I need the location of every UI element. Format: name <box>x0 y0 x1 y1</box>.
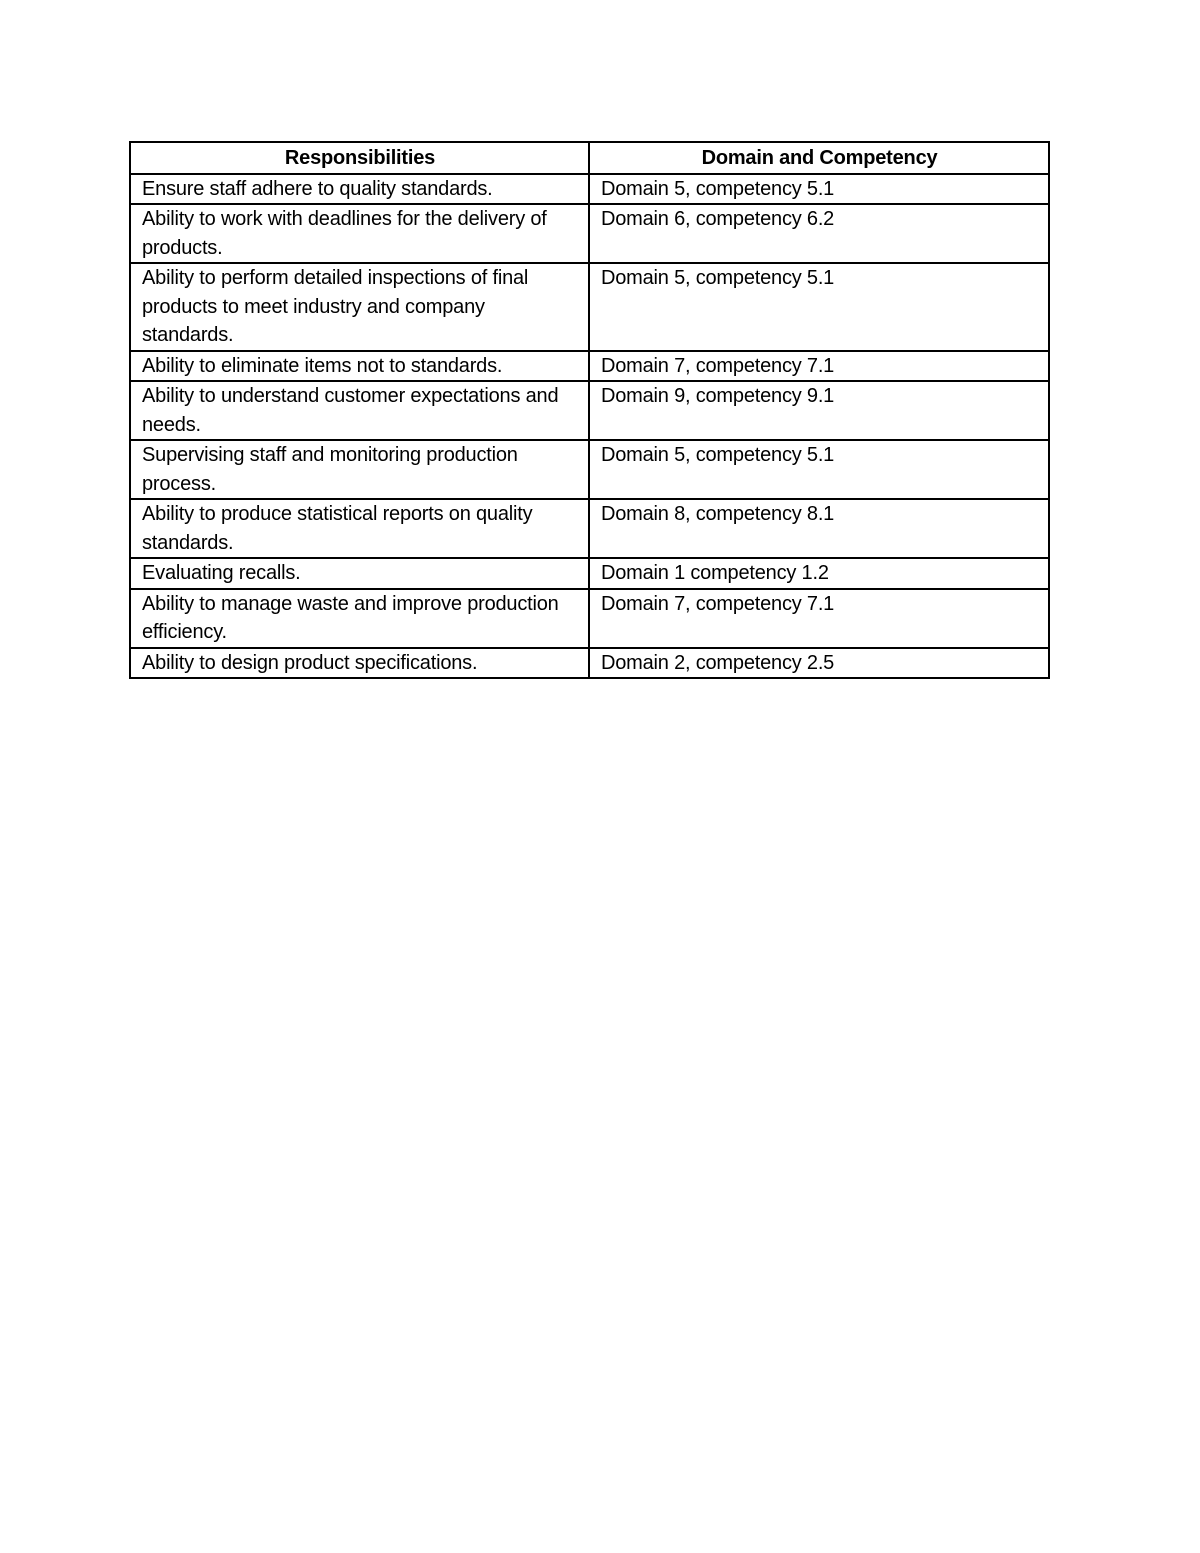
responsibility-cell: Ability to perform detailed inspections of final products to meet industry and company standards. <box>130 263 589 351</box>
table-row <box>130 263 1049 351</box>
table-header-row <box>130 142 1049 174</box>
responsibilities-table <box>129 141 1050 679</box>
domain-competency-cell: Domain 9, competency 9.1 <box>589 381 1049 440</box>
domain-competency-cell: Domain 1 competency 1.2 <box>589 558 1049 589</box>
header-domain-competency: Domain and Competency <box>589 142 1049 174</box>
table-row <box>130 174 1049 205</box>
header-responsibilities: Responsibilities <box>130 142 589 174</box>
table-row <box>130 589 1049 648</box>
table-row <box>130 499 1049 558</box>
responsibility-cell: Ensure staff adhere to quality standards. <box>130 174 589 205</box>
domain-competency-cell: Domain 2, competency 2.5 <box>589 648 1049 679</box>
table-row <box>130 648 1049 679</box>
table-row <box>130 381 1049 440</box>
table-row <box>130 204 1049 263</box>
table-row <box>130 440 1049 499</box>
responsibility-cell: Ability to understand customer expectations and needs. <box>130 381 589 440</box>
responsibility-cell: Ability to produce statistical reports on quality standards. <box>130 499 589 558</box>
domain-competency-cell: Domain 8, competency 8.1 <box>589 499 1049 558</box>
responsibility-cell: Ability to work with deadlines for the delivery of products. <box>130 204 589 263</box>
domain-competency-cell: Domain 7, competency 7.1 <box>589 589 1049 648</box>
domain-competency-cell: Domain 6, competency 6.2 <box>589 204 1049 263</box>
responsibility-cell: Supervising staff and monitoring production process. <box>130 440 589 499</box>
responsibility-cell: Evaluating recalls. <box>130 558 589 589</box>
responsibility-cell: Ability to manage waste and improve production efficiency. <box>130 589 589 648</box>
domain-competency-cell: Domain 5, competency 5.1 <box>589 263 1049 351</box>
domain-competency-cell: Domain 7, competency 7.1 <box>589 351 1049 382</box>
responsibility-cell: Ability to eliminate items not to standards. <box>130 351 589 382</box>
responsibility-cell: Ability to design product specifications. <box>130 648 589 679</box>
table-row <box>130 351 1049 382</box>
domain-competency-cell: Domain 5, competency 5.1 <box>589 440 1049 499</box>
table-row <box>130 558 1049 589</box>
domain-competency-cell: Domain 5, competency 5.1 <box>589 174 1049 205</box>
